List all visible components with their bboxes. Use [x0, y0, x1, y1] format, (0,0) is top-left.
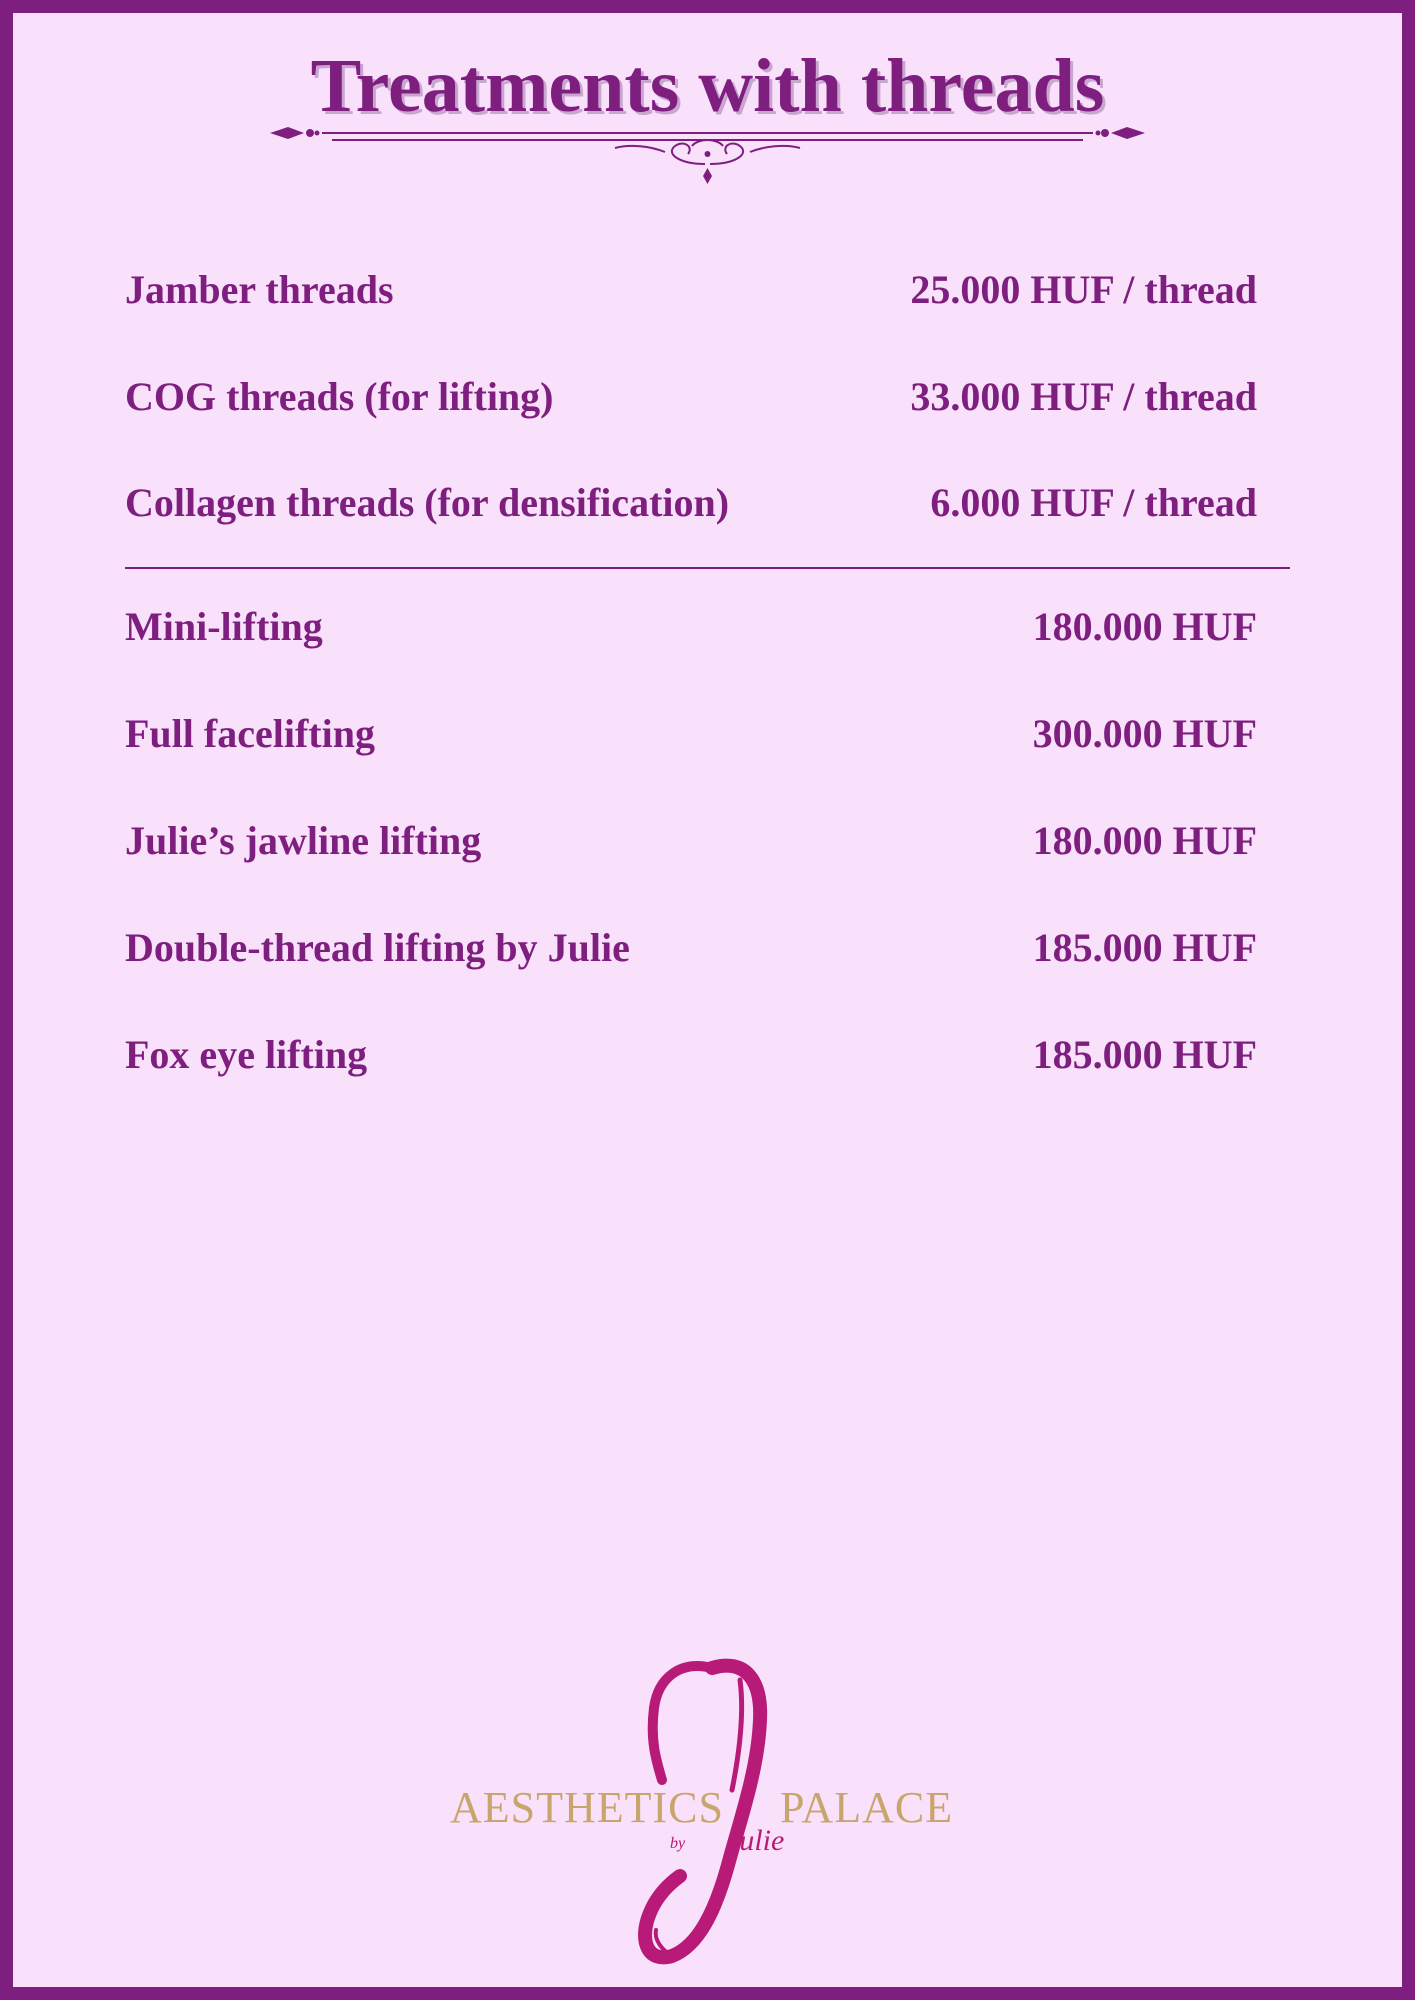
treatment-name: COG threads (for lifting): [125, 374, 554, 419]
treatment-price: 6.000 HUF / thread: [930, 480, 1257, 525]
treatment-price: 180.000 HUF: [1032, 604, 1257, 649]
logo-name: Julie: [726, 1824, 785, 1857]
price-row: [125, 923, 1275, 973]
logo-by: by: [670, 1835, 686, 1852]
treatment-price: 180.000 HUF: [1032, 818, 1257, 863]
logo-aesthetics: AESTHETICS: [450, 1783, 724, 1832]
treatment-name: Full facelifting: [125, 711, 375, 756]
price-row: [125, 709, 1275, 759]
price-row: [125, 602, 1275, 652]
page-title: Treatments with threads: [310, 44, 1105, 128]
treatment-price: 185.000 HUF: [1032, 925, 1257, 970]
treatment-name: Double-thread lifting by Julie: [125, 925, 630, 970]
price-row: [125, 372, 1275, 422]
price-row: [125, 816, 1275, 866]
price-row: [125, 478, 1275, 528]
treatment-name: Jamber threads: [125, 267, 394, 312]
brand-logo: [440, 1650, 975, 1970]
treatment-price: 300.000 HUF: [1032, 711, 1257, 756]
treatment-price: 25.000 HUF / thread: [910, 267, 1257, 312]
price-row: [125, 265, 1275, 315]
treatment-price: 33.000 HUF / thread: [910, 374, 1257, 419]
price-row: [125, 1030, 1275, 1080]
treatment-name: Fox eye lifting: [125, 1032, 368, 1077]
treatment-name: Julie’s jawline lifting: [125, 818, 482, 863]
treatment-name: Mini-lifting: [125, 604, 323, 649]
treatment-price: 185.000 HUF: [1032, 1032, 1257, 1077]
section-divider: [125, 567, 1290, 569]
title-ornament-icon: [270, 116, 1145, 196]
treatment-name: Collagen threads (for densification): [125, 480, 730, 525]
logo-palace: PALACE: [780, 1783, 954, 1832]
